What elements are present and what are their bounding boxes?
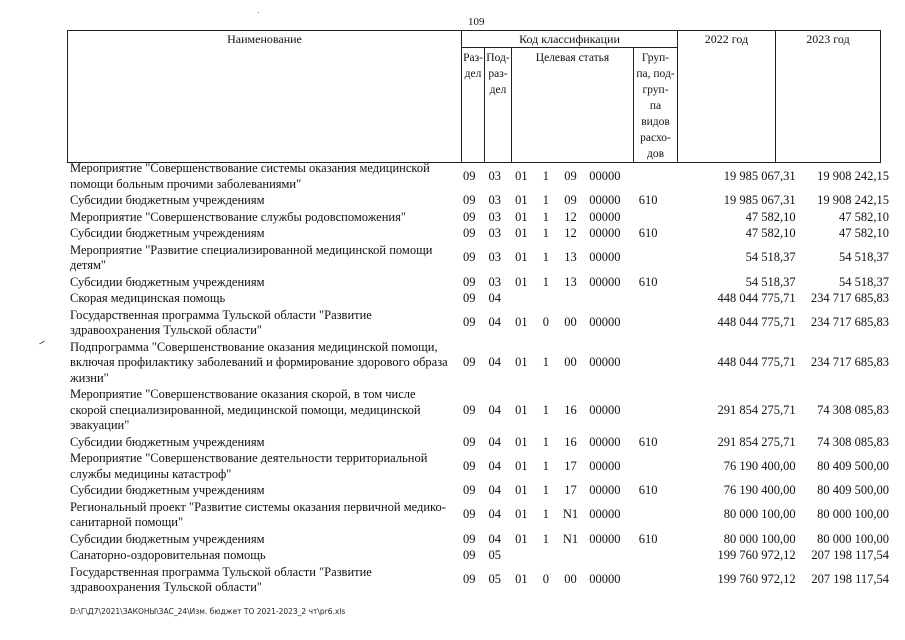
row-amount-2022: 47 582,10: [745, 209, 796, 224]
header-year-2023-text: 2023 год: [806, 32, 850, 46]
header-razdel: [462, 48, 485, 163]
table-row: [67, 532, 897, 548]
row-name: Субсидии бюджетным учреждениям: [70, 226, 265, 240]
row-razdel: 09: [462, 483, 476, 497]
row-target-event: 09: [564, 193, 577, 207]
row-amount-2023: 207 198 117,54: [811, 572, 889, 587]
row-target-direction: 00000: [589, 483, 621, 497]
row-target-program: 01: [515, 402, 528, 417]
row-podrazdel: 04: [488, 434, 502, 449]
row-amount-2022: 448 044 775,71: [717, 291, 796, 305]
row-razdel: 09: [462, 274, 476, 289]
row-name: Субсидии бюджетным учреждениям: [70, 483, 265, 497]
row-target-event: N1: [562, 507, 579, 522]
row-podrazdel: 03: [488, 274, 502, 289]
header-podrazdel: [485, 48, 512, 163]
row-amount-2023: 207 198 117,54: [811, 548, 889, 562]
row-expense-group: 610: [638, 483, 658, 497]
row-podrazdel: 05: [488, 572, 502, 587]
row-target-event: 16: [564, 402, 577, 417]
row-target-subprogram: 1: [542, 434, 550, 449]
header-razdel-text: Раз- дел: [463, 52, 483, 80]
row-target-subprogram: 1: [542, 458, 550, 473]
row-amount-2023: 54 518,37: [838, 274, 889, 289]
row-name: Субсидии бюджетным учреждениям: [70, 434, 265, 449]
table-row: [67, 291, 897, 307]
row-target-subprogram: 0: [542, 572, 550, 587]
row-amount-2022: 54 518,37: [745, 250, 796, 265]
table-row: [67, 161, 897, 192]
row-amount-2023: 54 518,37: [838, 250, 889, 265]
row-podrazdel: 03: [488, 193, 502, 207]
row-target-program: 01: [515, 315, 528, 330]
row-target-subprogram: 0: [542, 315, 550, 330]
table-row: [67, 210, 897, 226]
row-amount-2022: 199 760 972,12: [717, 572, 796, 587]
row-podrazdel: 03: [488, 250, 502, 265]
row-name: Субсидии бюджетным учреждениям: [70, 193, 265, 207]
row-name: Подпрограмма "Совершенствование оказания медицинской помощи, включая профилактику заболеваний и формирование здорового образа жизни": [70, 339, 448, 385]
table-row: [67, 340, 897, 387]
row-amount-2023: 234 717 685,83: [810, 291, 889, 305]
header-podrazdel-text: Под- раз- дел: [486, 52, 510, 96]
row-razdel: 09: [462, 250, 476, 265]
row-razdel: 09: [462, 402, 476, 417]
row-name: Скорая медицинская помощь: [70, 291, 226, 305]
row-amount-2023: 19 908 242,15: [817, 168, 889, 183]
row-expense-group: 610: [638, 531, 658, 546]
table-header: [67, 30, 881, 163]
header-target-article-text: Целевая статья: [535, 52, 610, 64]
row-amount-2023: 19 908 242,15: [817, 193, 889, 207]
row-podrazdel: 04: [488, 402, 502, 417]
header-year-2022: [678, 31, 776, 163]
header-year-2023: [776, 31, 881, 163]
row-amount-2022: 291 854 275,71: [717, 402, 796, 417]
row-amount-2023: 47 582,10: [838, 226, 889, 240]
row-target-program: 01: [515, 226, 528, 240]
page-number: 109: [468, 16, 485, 28]
row-target-subprogram: 1: [542, 355, 550, 369]
row-razdel: 09: [462, 315, 476, 330]
header-code-text: Код классификации: [519, 32, 620, 46]
row-target-subprogram: 1: [542, 531, 550, 546]
row-amount-2022: 448 044 775,71: [717, 355, 796, 369]
row-name: Мероприятие "Совершенствование деятельности территориальной службы медицины катастроф": [70, 451, 428, 481]
row-razdel: 09: [462, 531, 476, 546]
row-target-event: 00: [564, 355, 577, 369]
row-podrazdel: 04: [488, 483, 502, 497]
row-name: Мероприятие "Совершенствование службы родовспоможения": [70, 209, 406, 224]
row-amount-2022: 199 760 972,12: [717, 548, 796, 562]
row-target-event: 00: [564, 572, 577, 587]
row-target-event: 09: [564, 168, 577, 183]
row-name: Государственная программа Тульской области "Развитие здравоохранения Тульской области": [70, 307, 372, 337]
table-row: [67, 548, 897, 564]
row-podrazdel: 04: [488, 315, 502, 330]
row-target-direction: 00000: [589, 434, 621, 449]
row-target-program: 01: [515, 483, 528, 497]
row-target-subprogram: 1: [542, 168, 550, 183]
table-row: [67, 243, 897, 274]
table-row: [67, 275, 897, 291]
row-target-event: 12: [564, 226, 577, 240]
row-razdel: 09: [462, 355, 476, 369]
row-target-program: 01: [515, 355, 528, 369]
row-amount-2023: 47 582,10: [838, 209, 889, 224]
header-target-article: [512, 48, 634, 163]
row-podrazdel: 04: [488, 507, 502, 522]
row-target-program: 01: [515, 193, 528, 207]
row-expense-group: 610: [638, 274, 658, 289]
row-target-direction: 00000: [589, 274, 621, 289]
row-amount-2022: 19 985 067,31: [723, 193, 796, 207]
row-target-program: 01: [515, 531, 528, 546]
row-razdel: 09: [462, 291, 476, 305]
row-name: Мероприятие "Совершенствование системы оказания медицинской помощи больным прочими заболеваниями": [70, 161, 430, 191]
row-target-program: 01: [515, 572, 528, 587]
row-target-subprogram: 1: [542, 507, 550, 522]
row-podrazdel: 04: [488, 291, 502, 305]
row-razdel: 09: [462, 209, 476, 224]
row-amount-2023: 80 409 500,00: [817, 458, 889, 473]
table-row: [67, 500, 897, 531]
row-target-direction: 00000: [589, 209, 621, 224]
row-target-program: 01: [515, 209, 528, 224]
row-target-direction: 00000: [589, 507, 621, 522]
row-amount-2022: 54 518,37: [745, 274, 796, 289]
row-expense-group: 610: [638, 434, 658, 449]
row-target-subprogram: 1: [542, 483, 550, 497]
row-name: Региональный проект "Развитие системы оказания первичной медико-санитарной помощи": [70, 499, 446, 529]
row-razdel: 09: [462, 507, 476, 522]
row-expense-group: 610: [638, 193, 658, 207]
row-amount-2023: 234 717 685,83: [810, 315, 889, 330]
row-amount-2022: 291 854 275,71: [717, 434, 796, 449]
row-razdel: 09: [462, 226, 476, 240]
table-row: [67, 565, 897, 596]
row-target-direction: 00000: [589, 458, 621, 473]
table-row: [67, 193, 897, 209]
row-podrazdel: 03: [488, 226, 502, 240]
row-target-event: 12: [564, 209, 577, 224]
row-expense-group: 610: [638, 226, 658, 240]
row-target-program: 01: [515, 507, 528, 522]
row-target-program: 01: [515, 274, 528, 289]
row-amount-2023: 74 308 085,83: [817, 434, 889, 449]
row-name: Санаторно-оздоровительная помощь: [70, 548, 266, 562]
row-target-event: 17: [564, 458, 577, 473]
row-amount-2022: 448 044 775,71: [717, 315, 796, 330]
row-amount-2022: 76 190 400,00: [723, 483, 796, 497]
row-target-subprogram: 1: [542, 274, 550, 289]
row-amount-2023: 80 409 500,00: [817, 483, 889, 497]
header-group-text: Груп- па, под- груп- па видов расхо- дов: [636, 52, 675, 160]
row-amount-2023: 234 717 685,83: [810, 355, 889, 369]
table-row: [67, 308, 897, 339]
row-target-event: N1: [562, 531, 579, 546]
table-row: [67, 451, 897, 482]
row-target-program: 01: [515, 250, 528, 265]
scan-speck: [258, 12, 259, 13]
table-body: [67, 161, 897, 597]
row-target-direction: 00000: [589, 402, 621, 417]
row-name: Мероприятие "Развитие специализированной медицинской помощи детям": [70, 242, 433, 272]
header-year-2022-text: 2022 год: [704, 32, 749, 46]
row-podrazdel: 04: [488, 531, 502, 546]
row-target-subprogram: 1: [542, 402, 550, 417]
row-podrazdel: 04: [488, 355, 502, 369]
row-amount-2022: 80 000 100,00: [723, 507, 796, 522]
row-target-program: 01: [515, 434, 528, 449]
row-amount-2023: 80 000 100,00: [817, 531, 889, 546]
row-amount-2022: 47 582,10: [745, 226, 796, 240]
row-target-subprogram: 1: [542, 193, 550, 207]
table-row: [67, 435, 897, 451]
row-target-direction: 00000: [589, 315, 621, 330]
row-name: Мероприятие "Совершенствование оказания скорой, в том числе скорой специализированной, медицинской помощи, медицинской эвакуации": [70, 387, 421, 432]
row-target-event: 00: [564, 315, 577, 330]
row-target-event: 17: [564, 483, 577, 497]
row-target-direction: 00000: [589, 168, 621, 183]
table-row: [67, 483, 897, 499]
row-target-direction: 00000: [589, 531, 621, 546]
row-podrazdel: 04: [488, 458, 502, 473]
row-target-direction: 00000: [589, 355, 621, 369]
row-target-subprogram: 1: [542, 226, 550, 240]
header-name: [68, 31, 462, 163]
row-target-subprogram: 1: [542, 250, 550, 265]
row-amount-2022: 19 985 067,31: [723, 168, 796, 183]
header-name-text: Наименование: [227, 32, 302, 46]
row-target-direction: 00000: [589, 226, 621, 240]
row-amount-2022: 80 000 100,00: [723, 531, 796, 546]
row-razdel: 09: [462, 168, 476, 183]
row-target-program: 01: [515, 168, 528, 183]
row-podrazdel: 03: [488, 209, 502, 224]
row-target-direction: 00000: [589, 572, 621, 587]
row-target-event: 13: [564, 274, 577, 289]
row-name: Государственная программа Тульской области "Развитие здравоохранения Тульской области": [70, 564, 372, 594]
header-code-classification: [462, 31, 678, 48]
row-razdel: 09: [462, 572, 476, 587]
header-group: [634, 48, 678, 163]
row-razdel: 09: [462, 458, 476, 473]
row-amount-2022: 76 190 400,00: [723, 458, 796, 473]
scan-mark: [39, 341, 45, 345]
row-name: Субсидии бюджетным учреждениям: [70, 531, 265, 546]
row-podrazdel: 05: [488, 548, 502, 562]
row-razdel: 09: [462, 434, 476, 449]
row-target-subprogram: 1: [542, 209, 550, 224]
row-target-direction: 00000: [589, 250, 621, 265]
row-target-event: 13: [564, 250, 577, 265]
row-name: Субсидии бюджетным учреждениям: [70, 274, 265, 289]
row-target-program: 01: [515, 458, 528, 473]
row-target-direction: 00000: [589, 193, 621, 207]
row-razdel: 09: [462, 193, 476, 207]
row-amount-2023: 74 308 085,83: [817, 402, 889, 417]
file-path-footer: D:\Г\Д7\2021\ЗАКОНЫ\ЗАС_24\Изм. бюджет ТО 2021-2023_2 чт\pr6.xls: [70, 607, 346, 616]
table-row: [67, 226, 897, 242]
row-target-event: 16: [564, 434, 577, 449]
row-amount-2023: 80 000 100,00: [817, 507, 889, 522]
row-podrazdel: 03: [488, 168, 502, 183]
table-row: [67, 387, 897, 434]
row-razdel: 09: [462, 548, 476, 562]
